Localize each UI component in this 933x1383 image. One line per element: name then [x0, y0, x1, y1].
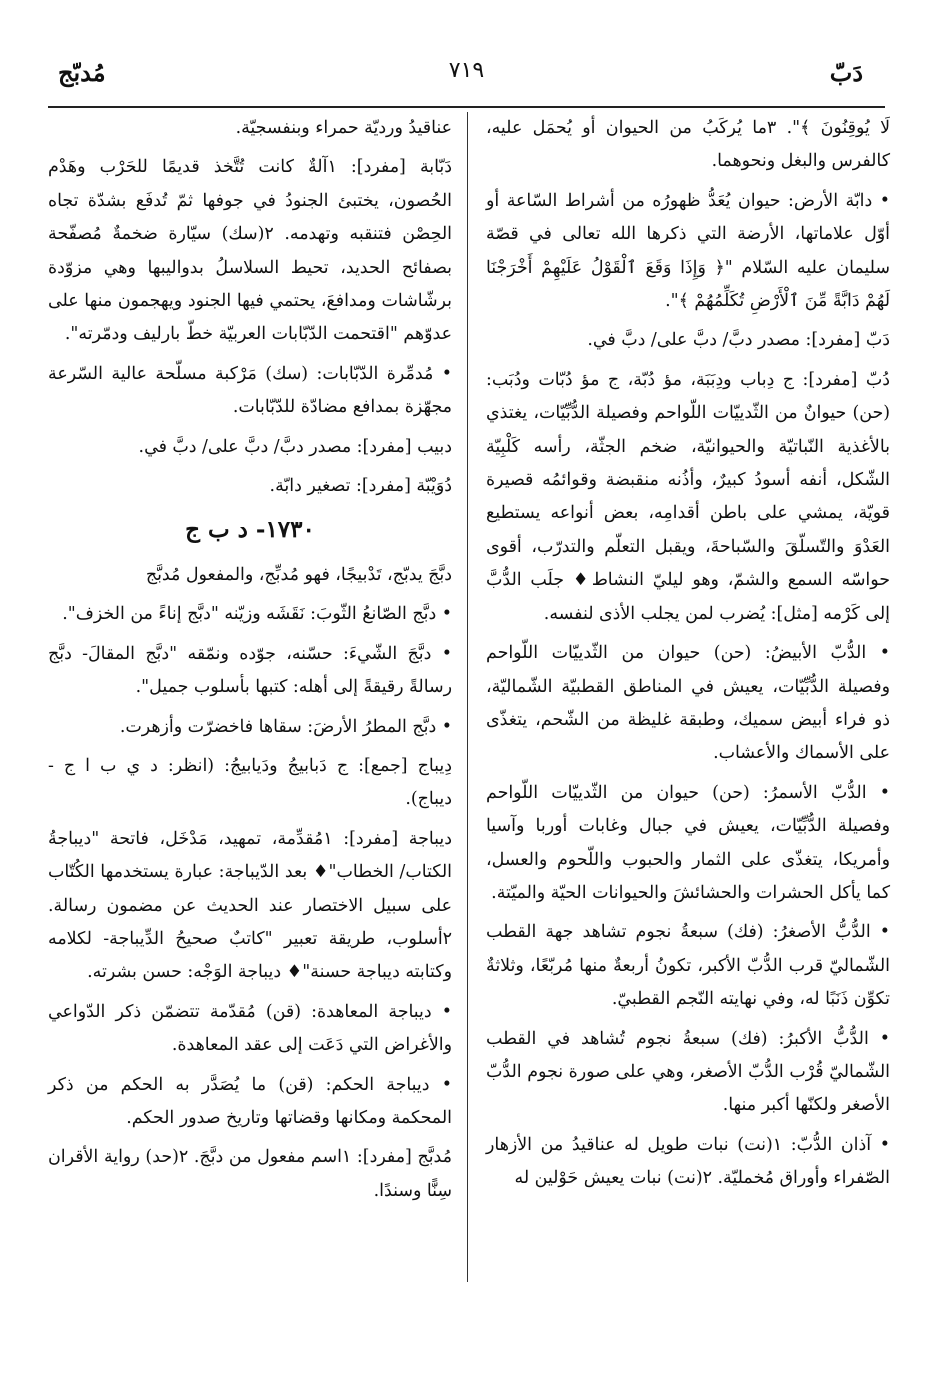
entry-paragraph: • ديباجة المعاهدة: (قن) مُقدّمة تتضمّن ذكر الدّواعي والأغراض التي دَعَت إلى عقد المعاهدة.	[48, 1001, 452, 1056]
entry-paragraph: ديباجة [مفرد]: ١مُقدِّمة، تمهيد، مَدْخَل، فاتحة "ديباجةُ الكتاب/ الخطاب"♦ بعد الدّيباجة: عبارة يستخدمها الكُتّاب على سبيل الاختصار عند الحديث عن مضمون رسالة. ٢أسلوب، طريقة تعبير "كاتبٌ صحيحُ الدِّيباجة- لكلامه وكتابته ديباجة حسنة"♦ ديباجة الوَجْه: حسن بشرته.	[48, 828, 452, 983]
right-column	[486, 112, 890, 1202]
running-head-right: دَبّ	[829, 58, 863, 87]
root-section-heading: ١٧٣٠- د ب ج	[185, 516, 315, 544]
entry-paragraph: لَا يُوقِنُونَ ﴾". ٣ما يُركَبُ من الحيوان أو يُحمَل عليه، كالفرس والبغل ونحوهما.	[486, 118, 891, 172]
entry-paragraph: • الدُّبُّ الأصغرُ: (فك) سبعةُ نجوم تشاهد جهة القطب الشّماليّ قرب الدُّبّ الأكبر، تكونُ أربعةٌ منها مُربّعًا، وثلاثةٌ تكوِّن ذَنَبًا له، وفي نهايته النّجم القطبيّ.	[486, 922, 890, 1010]
entry-paragraph: دبيب [مفرد]: مصدر دبَّ/ دبَّ على/ دبَّ في.	[138, 436, 452, 457]
entry-paragraph: • ديباجة الحكم: (قن) ما يُصَدَّر به الحكم من ذكر المحكمة ومكانها وقضاتها وتاريخ صدور الحكم.	[48, 1074, 452, 1128]
entry-paragraph: • الدُّبّ الأبيضُ: (حن) حيوان من الثّدييّات اللّواحم وفصيلة الدُّبِّيّات، يعيش في المناطق القطبيّة الشّماليّة، ذو فراء أبيض سميك، وطبقة غليظة من الشّحم، يتغذّى على الأسماك والأعشاب.	[486, 643, 890, 764]
header-rule	[48, 106, 885, 108]
entry-paragraph: • دابّة الأرض: حيوان يُعَدُّ ظهورُه من أشراط السّاعة أو أوّل علاماتها، الأرضة التي ذكرها الله تعالى في قصّة سليمان عليه السّلام "﴿ وَإِذَا وَقَعَ ٱلْقَوْلُ عَلَيْهِمْ أَخْرَجْنَا لَهُمْ دَابَّةً مِّنَ ٱلْأَرْضِ تُكَلِّمُهُمْ ﴾".	[486, 190, 890, 312]
entry-paragraph: • آذان الدُّبّ: ١(نت) نبات طويل له عناقيدُ من الأزهار الصّفراء وأوراق مُخمليّة. ٢(نت) نبات يعيش حَوْلين له	[486, 1134, 890, 1189]
entry-paragraph: دِيباج [جمع]: ج دَبابيجُ ودَيابيجُ: (انظر: د ي ب ا ج - ديباج).	[48, 755, 452, 810]
entry-paragraph: مُدبَّج [مفرد]: ١اسم مفعول من دبَّجَ. ٢(حد) رواية الأقران سِنًّا وسندًا.	[48, 1147, 452, 1201]
entry-paragraph: • الدُّبّ الأسمرُ: (حن) حيوان من الثّدييّات اللّواحم وفصيلة الدُّبِّيّات، يعيش في جبال وغابات أوربا وآسيا وأمريكا، يتغذّى على الثمار والحبوب واللّحوم والعسل، كما يأكل الحشرات والحشائشَ والحيوانات الحيّة والميّتة.	[486, 782, 890, 903]
page-number: ٧١٩	[448, 58, 485, 83]
entry-paragraph: • دبَّج الصّانعُ الثّوبَ: نَقَشَه وزيّنه "دبَّج إناءً من الخزف".	[62, 604, 452, 625]
entry-paragraph: عناقيدُ ورديّة حمراء وبنفسجيّة.	[235, 118, 452, 138]
entry-paragraph: دَبّابة [مفرد]: ١آلةٌ كانت تُتَّخذ قديمًا للحَرْب وهَدْم الحُصون، يختبئ الجنودُ في جوفها ثمّ تُدفَع بشدّة تجاه الحِصْن فتنقبه وتهدمه. ٢(سك) سيّارة ضخمةٌ مُصفّحة بصفائح الحديد، تحيط السلاسلُ بدواليبها وهي مزوّدة برشّاشات ومدافعَ، يحتمي فيها الجنود ويهجمون منها على عدوّهم "اقتحمت الدّبّابات العربيّة خطّ بارليف ودمّرته".	[48, 157, 452, 345]
entry-paragraph: دُبّ [مفرد]: ج دِباب ودِبَبَة، مؤ دُبّة، ج مؤ دُبّات ودُبَب: (حن) حيوانٌ من الثّدييّات اللّواحم وفصيلة الدُّبِّيّات، يغتذي بالأغذية النّباتيّة والحيوانيّة، ضخم الجثّة، رأسه كَلْبِيّة الشّكل، أنفه أسودُ كبيرٌ، وأذُنه منقبضة وقوائمُه قصيرة قويّة، يمشي على باطن أقدامِه، بعض أنواعه يستطيع العَدْوَ والتّسلّقَ والسّباحةَ، ويقبل التعلّم والتدرّب، أقوى حواسّه السمع والشمّ، وهو ليليّ النشاط♦ جلَب الدُّبَّ إلى كَرْمه [مثل]: يُضرب لمن يجلب الأذى لنفسه.	[486, 369, 890, 624]
entry-paragraph: • دبَّج المطرُ الأرضَ: سقاها فاخضرّت وأزهرت.	[119, 716, 452, 737]
column-divider	[467, 112, 468, 1282]
entry-paragraph: • الدُّبُّ الأكبرُ: (فك) سبعةُ نجوم تُشاهد في القطب الشّماليّ قُرْب الدُّبّ الأصغر، وهي على صورة نجوم الدُّبّ الأصغر ولكنّها أكبر منها.	[486, 1028, 890, 1116]
running-head-left: مُدبّج	[58, 58, 106, 87]
left-column	[48, 112, 452, 1208]
entry-paragraph: دُوَيْبّة [مفرد]: تصغير دابّة.	[269, 476, 452, 497]
entry-paragraph: • مُدمِّرة الدّبّابات: (سك) مَرْكبة مسلّحة عالية السّرعة مجهّزة بمدافع مضادّة للدّبّابات.	[48, 363, 452, 418]
entry-paragraph: • دبَّجَ الشّيءَ: حسّنه، جوّده ونمّقه "دبَّج المقالَ- دبَّج رسالةً رقيقةً إلى أهله: كتبها بأسلوب جميل".	[48, 643, 452, 698]
entry-paragraph: دَبّ [مفرد]: مصدر دبَّ/ دبَّ على/ دبَّ في.	[587, 330, 890, 351]
entry-paragraph: دبَّجَ يدبّج، تَدْبيجًا، فهو مُدبِّج، والمفعول مُدبَّج	[145, 564, 452, 585]
